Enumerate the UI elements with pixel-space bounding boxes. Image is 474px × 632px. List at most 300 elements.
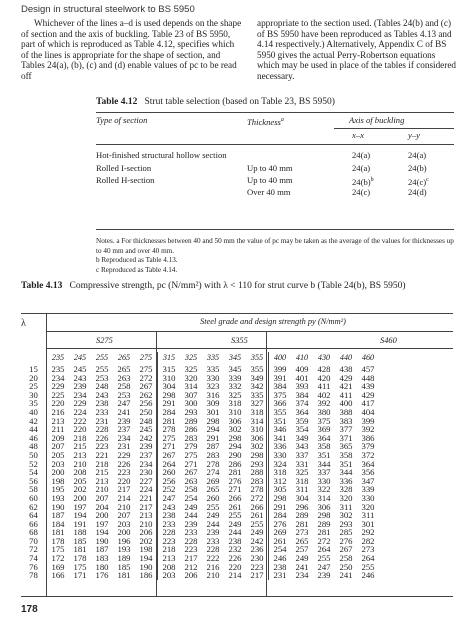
pc-value: 290 [228,449,242,460]
pc-value: 457 [361,364,375,374]
pc-value: 195 [47,485,70,494]
pc-value: 210 [139,518,153,529]
pc-value: 309 [206,398,220,409]
pc-value: 237 [139,449,153,460]
pc-value: 286 [184,424,198,435]
pc-value: 271 [228,484,242,495]
pc-value: 175 [47,545,70,554]
pc-value: 193 [47,494,70,503]
pc-value: 249 [250,527,264,538]
pc-value: 191 [73,518,87,529]
pc-value: 383 [339,415,353,426]
pc-value: 248 [95,381,109,392]
py-value: 245 [73,353,87,363]
pc-value: 301 [206,406,220,417]
pc-value: 255 [317,553,331,564]
pc-value: 231 [117,441,131,452]
pc-value: 265 [117,364,131,374]
pc-value: 209 [47,434,70,443]
pc-value: 364 [295,406,309,417]
pc-value: 175 [73,561,87,572]
pc-value: 399 [361,415,375,426]
pc-value: 210 [117,501,131,512]
lambda-value: 42 [29,415,38,426]
lambda-value: 64 [29,510,38,521]
pc-value: 272 [250,492,264,503]
pc-value: 275 [184,449,198,460]
rule [96,144,454,145]
pc-value: 226 [95,432,109,443]
pc-value: 267 [339,544,353,555]
py-value: 430 [317,353,331,363]
pc-value: 232 [228,544,242,555]
pc-value: 206 [184,570,198,581]
pc-value: 272 [317,535,331,546]
pc-value: 193 [117,544,131,555]
pc-value: 337 [317,467,331,478]
pc-value: 342 [250,381,264,392]
py-value: 345 [228,353,242,363]
pc-value: 188 [73,527,87,538]
pc-value: 231 [95,415,109,426]
pc-value: 291 [269,503,292,512]
pc-value: 358 [339,449,353,460]
pc-value: 205 [47,451,70,460]
lambda-value: 20 [29,372,38,383]
rule [46,348,453,349]
pc-value: 247 [117,398,131,409]
pc-value: 345 [228,364,242,374]
pc-value: 198 [47,477,70,486]
pc-value: 273 [295,527,309,538]
pc-value: 291 [206,432,220,443]
pc-value: 230 [250,553,264,564]
pc-value: 239 [206,527,220,538]
lambda-value: 74 [29,553,38,564]
pc-value: 404 [361,406,375,417]
pc-value: 265 [206,484,220,495]
pc-value: 337 [295,449,309,460]
pc-value: 254 [184,492,198,503]
pc-value: 356 [361,467,375,478]
lambda-value: 54 [29,467,38,478]
pc-value: 253 [117,389,131,400]
lambda-value: 62 [29,501,38,512]
pc-value: 262 [139,389,153,400]
pc-value: 229 [117,449,131,460]
pc-value: 322 [317,484,331,495]
pc-value: 215 [95,467,109,478]
lambda-value: 35 [29,398,38,409]
axis-xx-table: $24(b)^b$ [352,176,374,187]
pc-value: 213 [95,475,109,486]
pc-value: 267 [184,467,198,478]
pc-value: 226 [228,553,242,564]
pc-value: 284 [158,408,181,417]
pc-value: 364 [317,432,331,443]
pc-value: 318 [250,406,264,417]
pc-value: 275 [158,434,181,443]
pc-value: 304 [295,492,309,503]
pc-value: 260 [158,468,181,477]
body-column-right: appropriate to the section used. (Tables 24(b) and (c) of BS 5950 have been reproduced as Tables 4.13 and 4.14 respectively.) Alternatively, Appendix C of BS 5950 gives the actual Perry-Robertson equations which may be used in place of the tables if considered necessary. [257,18,456,81]
pc-value: 286 [228,458,242,469]
pc-value: 289 [184,415,198,426]
table-4-12-caption: Table 4.12 Strut table selection (based on Table 23, BS 5950) [96,97,335,107]
pc-value: 298 [228,432,242,443]
pc-value: 169 [47,563,70,572]
pc-value: 239 [184,518,198,529]
pc-value: 223 [95,441,109,452]
table-4-13 [21,352,379,580]
pc-value: 249 [184,501,198,512]
pc-value: 402 [317,389,331,400]
lambda-value: 78 [29,570,38,581]
lambda-value: 15 [29,364,38,374]
pc-value: 339 [228,372,242,383]
axis-xx: x–x [352,130,364,140]
pc-value: 302 [339,510,353,521]
pc-value: 190 [47,503,70,512]
pc-value: 324 [269,460,292,469]
pc-value: 267 [158,451,181,460]
pc-value: 257 [295,544,309,555]
py-value: 275 [139,353,153,363]
pc-value: 184 [47,520,70,529]
pc-value: 332 [228,381,242,392]
pc-value: 311 [295,484,309,495]
pc-value: 274 [206,467,220,478]
pc-value: 359 [295,415,309,426]
pc-value: 218 [95,458,109,469]
axis-yy-table: 24(d) [408,187,427,197]
pc-value: 255 [206,501,220,512]
pc-value: 217 [184,553,198,564]
pc-value: 194 [95,527,109,538]
pc-value: 233 [184,527,198,538]
thickness: Over 40 mm [247,187,291,197]
pc-value: 318 [269,468,292,477]
pc-value: 234 [73,389,87,400]
pc-value: 293 [184,406,198,417]
pc-value: 233 [95,406,109,417]
py-value: 315 [158,352,181,365]
pc-value: 275 [139,364,153,374]
rule [21,596,453,597]
pc-value: 245 [139,424,153,435]
pc-value: 320 [339,492,353,503]
lambda-value: 58 [29,484,38,495]
pc-value: 282 [361,535,375,546]
pc-value: 176 [95,570,109,581]
pc-value: 231 [269,571,292,580]
pc-value: 197 [73,501,87,512]
pc-value: 293 [339,518,353,529]
pc-value: 216 [47,408,70,417]
pc-value: 213 [47,417,70,426]
note-c: c Reproduced as Table 4.14. [96,265,178,274]
pc-value: 265 [295,535,309,546]
pc-value: 293 [250,458,264,469]
pc-value: 250 [339,561,353,572]
pc-value: 278 [158,425,181,434]
pc-value: 185 [117,561,131,572]
pc-value: 213 [158,554,181,563]
pc-value: 207 [47,442,70,451]
rule [334,128,454,129]
pc-value: 187 [95,544,109,555]
pc-value: 298 [317,510,331,521]
pc-value: 355 [269,408,292,417]
pc-value: 258 [117,381,131,392]
pc-value: 377 [339,424,353,435]
pc-value: 289 [317,518,331,529]
py-value: 355 [250,353,264,363]
pc-value: 375 [269,391,292,400]
pc-value: 200 [95,510,109,521]
pc-value: 358 [317,441,331,452]
lambda-value: 30 [29,389,38,400]
pc-value: 233 [158,520,181,529]
pc-value: 386 [361,432,375,443]
pc-value: 204 [95,501,109,512]
pc-value: 335 [206,364,220,374]
pc-value: 255 [95,364,109,374]
pc-value: 336 [269,442,292,451]
pc-value: 325 [184,364,198,374]
lambda-value: 68 [29,527,38,538]
thickness: Up to 40 mm [247,163,293,173]
pc-value: 331 [295,458,309,469]
pc-value: 180 [95,561,109,572]
lambda-value: 50 [29,449,38,460]
pc-value: 411 [339,389,353,400]
pc-value: 181 [47,528,70,537]
pc-value: 248 [139,415,153,426]
group-s275: S275 [96,336,113,345]
pc-value: 217 [117,484,131,495]
pc-value: 243 [73,372,87,383]
pc-value: 439 [361,381,375,392]
pc-value: 211 [47,425,70,434]
pc-value: 224 [139,484,153,495]
pc-value: 344 [339,467,353,478]
pc-value: 372 [361,449,375,460]
lambda-value: 46 [29,432,38,443]
pc-value: 330 [269,451,292,460]
rule [46,331,453,332]
pc-value: 205 [73,475,87,486]
pc-value: 258 [339,553,353,564]
pc-value: 318 [295,475,309,486]
pc-value: 228 [158,528,181,537]
pc-value: 235 [47,365,70,374]
pc-value: 392 [361,424,375,435]
pc-value: 298 [158,391,181,400]
pc-value: 223 [250,561,264,572]
pc-value: 247 [158,494,181,503]
pc-value: 242 [139,432,153,443]
pc-value: 264 [158,460,181,469]
pc-value: 243 [158,503,181,512]
pc-value: 166 [47,571,70,580]
pc-value: 217 [250,570,264,581]
rule [96,112,454,113]
pc-value: 351 [339,458,353,469]
py-value: 410 [295,353,309,363]
pc-value: 243 [95,389,109,400]
pc-value: 325 [228,389,242,400]
pc-value: 230 [139,467,153,478]
pc-value: 207 [117,510,131,521]
pc-value: 239 [73,381,87,392]
pc-value: 278 [206,458,220,469]
pc-value: 238 [269,563,292,572]
pc-value: 225 [47,391,70,400]
pc-value: 298 [206,415,220,426]
pc-value: 200 [47,468,70,477]
section-type: Rolled H-section [96,175,155,185]
axis-xx-table: 24(a) [352,163,371,173]
pc-value: 294 [206,424,220,435]
pc-value: 213 [73,449,87,460]
pc-value: 244 [184,510,198,521]
pc-value: 203 [158,571,181,580]
pc-value: 260 [206,492,220,503]
pc-value: 339 [361,484,375,495]
pc-value: 223 [158,537,181,546]
lambda-value: 72 [29,544,38,555]
pc-value: 228 [206,544,220,555]
pc-value: 220 [47,399,70,408]
pc-value: 246 [361,570,375,581]
pc-value: 217 [139,501,153,512]
pc-value: 208 [73,467,87,478]
pc-value: 181 [117,570,131,581]
pc-value: 196 [117,535,131,546]
lambda-value: 60 [29,492,38,503]
lambda-value: 48 [29,441,38,452]
pc-value: 249 [228,518,242,529]
column-head-type: Type of section [96,115,148,125]
pc-value: 272 [139,372,153,383]
pc-value: 220 [117,475,131,486]
pc-value: 314 [250,415,264,426]
pc-value: 315 [158,365,181,374]
pc-value: 171 [73,570,87,581]
pc-value: 318 [228,398,242,409]
pc-value: 289 [295,510,309,521]
pc-value: 228 [95,424,109,435]
pc-value: 212 [184,561,198,572]
pc-value: 210 [73,458,87,469]
pc-value: 223 [184,544,198,555]
pc-value: 258 [184,484,198,495]
pc-value: 241 [117,406,131,417]
pc-value: 294 [228,441,242,452]
pc-value: 206 [139,527,153,538]
pc-value: 202 [73,484,87,495]
page-number: 178 [21,604,38,615]
pc-value: 399 [269,365,292,374]
pc-value: 250 [139,406,153,417]
pc-value: 284 [269,511,292,520]
pc-value: 302 [250,441,264,452]
body-column-left: Whichever of the lines a–d is used depends on the shape of section and the axis of buckling. Table 23 of BS 5950, part of which is reproduced as Table 4.12, specifies which of the lines is appropriate for the shape of section, and Tables 24(a), (b), (c) and (d) enable values of pc to be read off [21,18,242,81]
pc-value: 310 [250,424,264,435]
pc-value: 269 [206,475,220,486]
pc-value: 411 [317,381,331,392]
pc-value: 291 [158,399,181,408]
pc-value: 210 [206,570,220,581]
pc-value: 304 [158,382,181,391]
pc-value: 203 [117,518,131,529]
pc-value: 421 [339,381,353,392]
pc-value: 384 [269,382,292,391]
pc-value: 380 [317,406,331,417]
section-type: Rolled I-section [96,163,152,173]
pc-value: 301 [361,518,375,529]
pc-value: 236 [250,544,264,555]
pc-value: 296 [295,501,309,512]
pc-value: 216 [206,561,220,572]
pc-value: 223 [117,467,131,478]
pc-value: 189 [117,553,131,564]
lambda-value: 66 [29,518,38,529]
pc-value: 234 [47,374,70,383]
pc-value: 227 [139,475,153,486]
pc-value: 241 [295,561,309,572]
pc-value: 349 [295,432,309,443]
pc-value: 255 [250,518,264,529]
pc-value: 288 [250,467,264,478]
pc-value: 210 [95,484,109,495]
pc-value: 244 [228,527,242,538]
pc-value: 310 [158,374,181,383]
lambda-value: 52 [29,458,38,469]
pc-value: 181 [73,544,87,555]
pc-value: 242 [250,535,264,546]
pc-value: 224 [73,406,87,417]
pc-value: 185 [73,535,87,546]
pc-value: 254 [269,545,292,554]
pc-value: 428 [317,364,331,374]
note-b: b Reproduced as Table 4.13. [96,256,178,265]
pc-value: 335 [250,389,264,400]
pc-value: 261 [269,537,292,546]
py-value: 255 [95,353,109,363]
pc-value: 384 [295,389,309,400]
py-value: 325 [184,353,198,363]
running-header: Design in structural steelwork to BS 5950 [21,4,195,15]
pc-value: 178 [73,553,87,564]
pc-value: 400 [339,398,353,409]
pc-value: 429 [339,372,353,383]
pc-value: 244 [206,518,220,529]
pc-value: 311 [339,501,353,512]
lambda-value: 76 [29,561,38,572]
pc-value: 207 [95,492,109,503]
pc-value: 263 [117,372,131,383]
pc-value: 194 [139,553,153,564]
py-value: 335 [206,353,220,363]
pc-value: 234 [295,570,309,581]
pc-value: 200 [117,527,131,538]
pc-value: 221 [139,492,153,503]
note-a: Notes. a For thicknesses between 40 and 50 mm the value of pc may be taken as the average of the values for thicknesses up to 40 mm and over 40 mm. [96,237,454,255]
pc-value: 323 [206,381,220,392]
pc-value: 366 [269,399,292,408]
